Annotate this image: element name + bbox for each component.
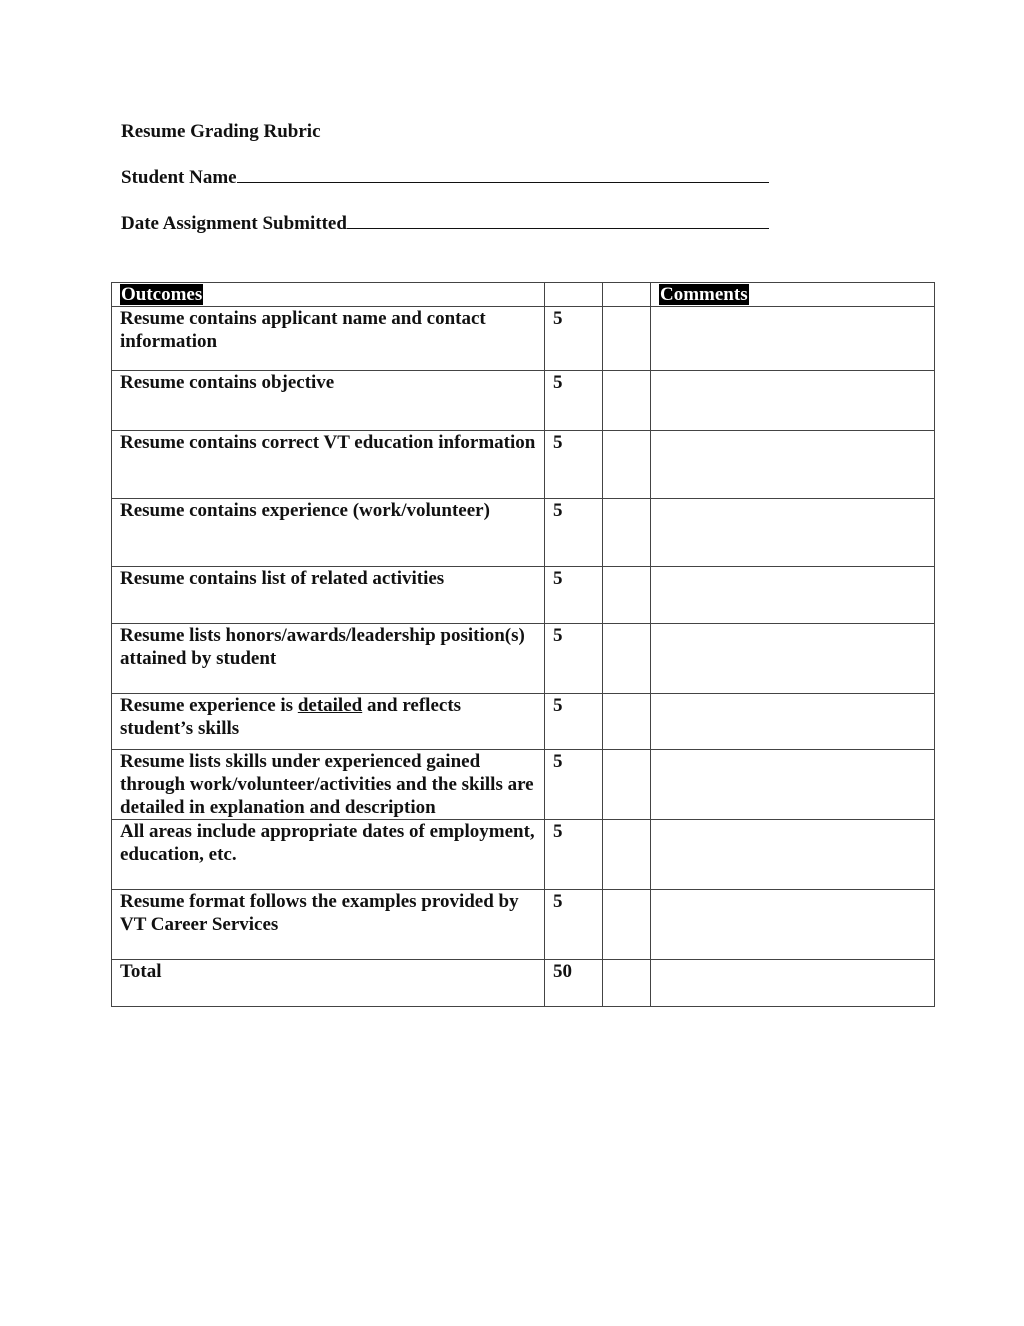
table-row	[112, 750, 935, 820]
outcome-cell: Resume lists skills under experienced gained through work/volunteer/activities and the skills are detailed in explanation and description	[112, 750, 545, 820]
header-points	[545, 283, 603, 307]
table-row	[112, 307, 935, 371]
points-cell: 5	[545, 499, 603, 567]
outcome-cell: Resume contains correct VT education information	[112, 431, 545, 499]
rubric-table	[111, 282, 935, 1007]
score-cell[interactable]	[603, 624, 651, 694]
outcome-cell: Resume contains list of related activities	[112, 567, 545, 624]
student-name-blank[interactable]	[237, 181, 769, 183]
page-title: Resume Grading Rubric	[121, 121, 321, 142]
student-name-label: Student Name	[121, 167, 237, 188]
student-name-field	[121, 167, 769, 189]
outcome-cell: Resume format follows the examples provided by VT Career Services	[112, 890, 545, 960]
comments-cell[interactable]	[651, 750, 935, 820]
score-cell[interactable]	[603, 307, 651, 371]
comments-cell[interactable]	[651, 307, 935, 371]
total-score-cell[interactable]	[603, 960, 651, 1007]
outcome-cell: Resume experience is detailed and reflects student’s skills	[112, 694, 545, 750]
points-cell: 5	[545, 750, 603, 820]
outcome-cell: All areas include appropriate dates of employment, education, etc.	[112, 820, 545, 890]
comments-cell[interactable]	[651, 371, 935, 431]
table-row	[112, 371, 935, 431]
points-cell: 5	[545, 371, 603, 431]
score-cell[interactable]	[603, 694, 651, 750]
points-cell: 5	[545, 694, 603, 750]
outcome-cell: Resume contains objective	[112, 371, 545, 431]
comments-cell[interactable]	[651, 624, 935, 694]
date-submitted-label: Date Assignment Submitted	[121, 213, 347, 234]
emphasis-detailed: detailed	[297, 695, 363, 716]
comments-cell[interactable]	[651, 890, 935, 960]
points-cell: 5	[545, 624, 603, 694]
total-points: 50	[545, 960, 603, 1007]
points-cell: 5	[545, 890, 603, 960]
score-cell[interactable]	[603, 431, 651, 499]
table-row	[112, 499, 935, 567]
points-cell: 5	[545, 567, 603, 624]
comments-cell[interactable]	[651, 694, 935, 750]
table-header-row	[112, 283, 935, 307]
score-cell[interactable]	[603, 890, 651, 960]
points-cell: 5	[545, 307, 603, 371]
date-submitted-blank[interactable]	[347, 227, 769, 229]
table-row	[112, 624, 935, 694]
score-cell[interactable]	[603, 750, 651, 820]
points-cell: 5	[545, 431, 603, 499]
points-cell: 5	[545, 820, 603, 890]
table-row	[112, 694, 935, 750]
score-cell[interactable]	[603, 499, 651, 567]
total-label: Total	[112, 960, 545, 1007]
score-cell[interactable]	[603, 567, 651, 624]
table-row	[112, 890, 935, 960]
date-submitted-field	[121, 213, 769, 235]
table-row	[112, 567, 935, 624]
outcome-cell: Resume lists honors/awards/leadership position(s) attained by student	[112, 624, 545, 694]
comments-cell[interactable]	[651, 499, 935, 567]
total-comments-cell[interactable]	[651, 960, 935, 1007]
score-cell[interactable]	[603, 820, 651, 890]
comments-cell[interactable]	[651, 567, 935, 624]
header-score	[603, 283, 651, 307]
header-outcomes: Outcomes	[112, 283, 545, 307]
score-cell[interactable]	[603, 371, 651, 431]
table-row	[112, 820, 935, 890]
total-row	[112, 960, 935, 1007]
outcome-cell: Resume contains applicant name and contact information	[112, 307, 545, 371]
comments-cell[interactable]	[651, 820, 935, 890]
outcome-cell: Resume contains experience (work/volunteer)	[112, 499, 545, 567]
header-comments: Comments	[651, 283, 935, 307]
table-row	[112, 431, 935, 499]
comments-cell[interactable]	[651, 431, 935, 499]
